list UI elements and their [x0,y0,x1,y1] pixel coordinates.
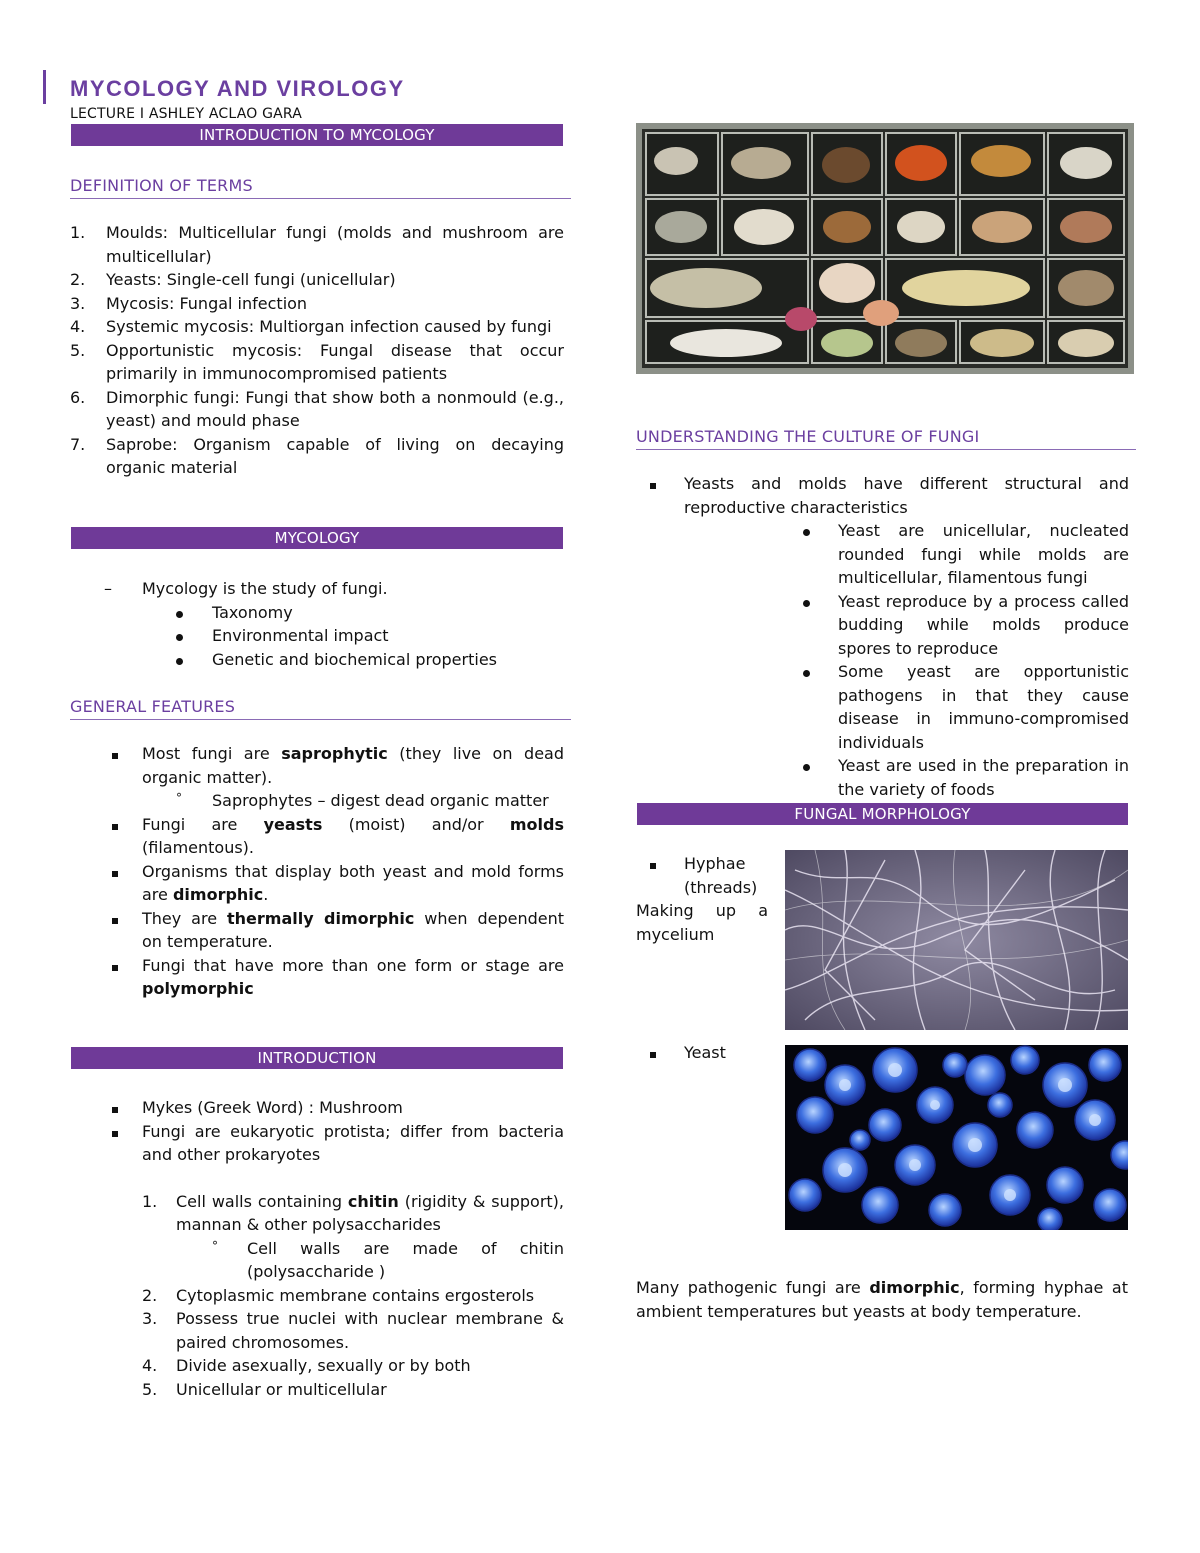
bullet-icon [112,871,118,877]
list-item: Yeast are used in the preparation in the variety of foods [612,754,1129,801]
yeast-micrograph [785,1045,1128,1230]
definitions-list [70,221,564,480]
list-item: Yeast are unicellular, nucleated rounded fungi while molds are multicellular, filamentous fungi [612,519,1129,590]
bullet-icon [112,824,118,830]
heading-definition-of-terms: DEFINITION OF TERMS [70,176,571,199]
list-item: Fungi are yeasts (moist) and/or molds (filamentous). [70,813,564,860]
bullet-icon [650,863,656,869]
list-item: Genetic and biochemical properties [70,648,564,672]
list-item: 4. Systemic mycosis: Multiorgan infection caused by fungi [70,317,552,336]
list-item: – Mycology is the study of fungi. [104,579,388,598]
hyphae-micrograph [785,850,1128,1030]
heading-general-features: GENERAL FEATURES [70,697,571,720]
banner-introduction: INTRODUCTION [71,1047,563,1069]
list-item: Most fungi are saprophytic (they live on dead organic matter). [70,742,564,789]
list-item: 2. Cytoplasmic membrane contains ergosterols [142,1285,535,1305]
list-item: 1. Moulds: Multicellular fungi (molds and mushroom are multicellular) [70,223,564,266]
mushroom-collection-photo [636,123,1134,374]
list-item: Yeasts and molds have different structural and reproductive characteristics [612,472,1129,519]
bullet-icon [112,1131,118,1137]
bullet-icon [176,634,183,641]
banner-intro-to-mycology: INTRODUCTION TO MYCOLOGY [71,124,563,146]
hyphae-caption: Making up a mycelium [636,901,768,944]
banner-mycology: MYCOLOGY [71,527,563,549]
heading-culture-of-fungi: UNDERSTANDING THE CULTURE OF FUNGI [636,427,1136,450]
bullet-icon [803,670,810,677]
bullet-icon [803,764,810,771]
list-item: 3. Possess true nuclei with nuclear membrane & paired chromosomes. [142,1309,564,1352]
list-item: 4. Divide asexually, sexually or by both [142,1356,471,1375]
list-item: 7. Saprobe: Organism capable of living on decaying organic material [70,434,564,477]
list-item: 5. Unicellular or multicellular [142,1379,387,1399]
introduction-list [70,1096,564,1401]
list-item: Yeast reproduce by a process called budding while molds produce spores to reproduce [612,590,1129,661]
bullet-icon [112,965,118,971]
list-item: Yeast [636,1041,756,1065]
list-item: Environmental impact [70,624,564,648]
list-item: Organisms that display both yeast and mold forms are dimorphic. [70,860,564,907]
bullet-icon [112,753,118,759]
culture-list [612,472,1129,801]
title-accent-bar [43,70,46,104]
bullet-icon [803,600,810,607]
hyphae-label-block [636,852,768,946]
list-item: 6. Dimorphic fungi: Fungi that show both a nonmould (e.g., yeast) and mould phase [70,387,564,430]
list-item: ° Cell walls are made of chitin (polysaccharide ) [212,1238,564,1281]
list-item: Fungi that have more than one form or stage are polymorphic [70,954,564,1001]
list-item: 1. Cell walls containing chitin (rigidity & support), mannan & other polysaccharides [142,1191,564,1234]
bullet-icon [803,529,810,536]
mycology-list [70,577,564,671]
list-item: ° Saprophytes – digest dead organic matter [176,791,549,810]
sub-bullet-icon: ° [212,1238,218,1253]
bullet-icon [176,611,183,618]
list-item: Taxonomy [70,601,564,625]
list-item: Hyphae (threads) [636,852,768,899]
bullet-icon [650,483,656,489]
page-subtitle: LECTURE I ASHLEY ACLAO GARA [70,106,303,122]
list-item: 2. Yeasts: Single-cell fungi (unicellular) [70,270,396,289]
page-title: MYCOLOGY AND VIROLOGY [70,76,405,101]
list-item: Fungi are eukaryotic protista; differ from bacteria and other prokaryotes [70,1120,564,1167]
closing-paragraph [636,1276,1128,1323]
list-item: Some yeast are opportunistic pathogens in that they cause disease in immuno-compromised individuals [612,660,1129,754]
yeast-label-block [636,1041,756,1065]
banner-fungal-morphology: FUNGAL MORPHOLOGY [637,803,1128,825]
dimorphic-note: Many pathogenic fungi are dimorphic, forming hyphae at ambient temperatures but yeasts at body temperature. [636,1278,1129,1321]
general-features-list [70,742,564,1001]
list-item: 3. Mycosis: Fungal infection [70,293,308,313]
bullet-icon [176,658,183,665]
list-item: They are thermally dimorphic when dependent on temperature. [70,907,564,954]
bullet-icon [112,918,118,924]
sub-bullet-icon: ° [176,791,182,805]
bullet-icon [112,1107,118,1113]
list-item: 5. Opportunistic mycosis: Fungal disease that occur primarily in immunocompromised patients [70,340,564,383]
bullet-icon [650,1052,656,1058]
list-item: Mykes (Greek Word) : Mushroom [70,1096,564,1120]
